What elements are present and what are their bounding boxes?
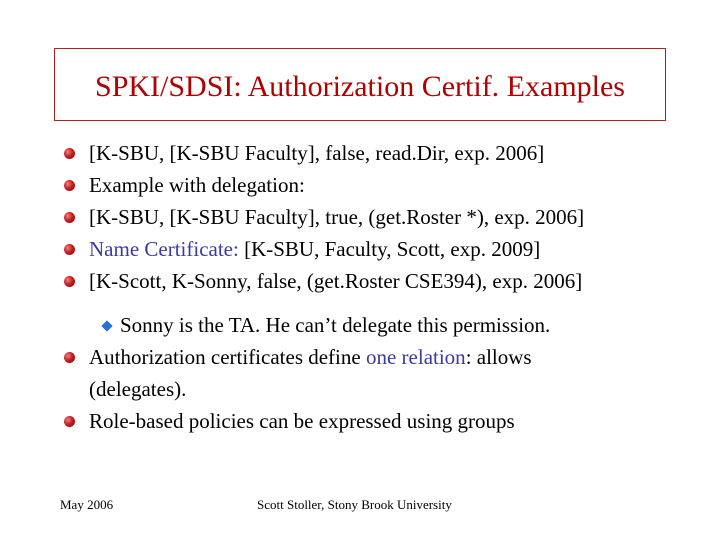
bullet-icon	[64, 276, 75, 287]
bullet-text: [K-SBU, [K-SBU Faculty], true, (get.Roster *), exp. 2006]	[89, 205, 585, 229]
slide-title: SPKI/SDSI: Authorization Certif. Examples	[95, 69, 625, 103]
bullet-text: [K-SBU, [K-SBU Faculty], false, read.Dir, exp. 2006]	[89, 141, 545, 165]
footer-author: Scott Stoller, Stony Brook University	[257, 497, 452, 512]
auth-suffix: : allows	[465, 345, 532, 369]
bullet-text	[89, 342, 532, 372]
sub-bullet-text: Sonny is the TA. He can’t delegate this permission.	[120, 313, 551, 337]
bullet-text: [K-Scott, K-Sonny, false, (get.Roster CSE394), exp. 2006]	[89, 269, 583, 293]
bullet-icon	[64, 244, 75, 255]
footer-date: May 2006	[60, 497, 114, 512]
bullet-icon	[64, 212, 75, 223]
title-box	[54, 48, 666, 121]
name-certificate-label: Name Certificate:	[89, 237, 239, 261]
bullet-text: Role-based policies can be expressed using groups	[89, 409, 515, 433]
bullet-icon	[64, 180, 75, 191]
bullet-text	[89, 234, 540, 264]
auth-prefix: Authorization certificates define	[89, 345, 366, 369]
bullet-text: Example with delegation:	[89, 173, 305, 197]
bullet-icon	[64, 352, 75, 363]
diamond-icon	[101, 320, 112, 331]
auth-highlight: one relation	[365, 345, 466, 369]
bullet-text: (delegates).	[89, 377, 187, 401]
bullet-icon	[64, 416, 75, 427]
name-certificate-text: [K-SBU, Faculty, Scott, exp. 2009]	[238, 237, 541, 261]
bullet-icon	[64, 148, 75, 159]
